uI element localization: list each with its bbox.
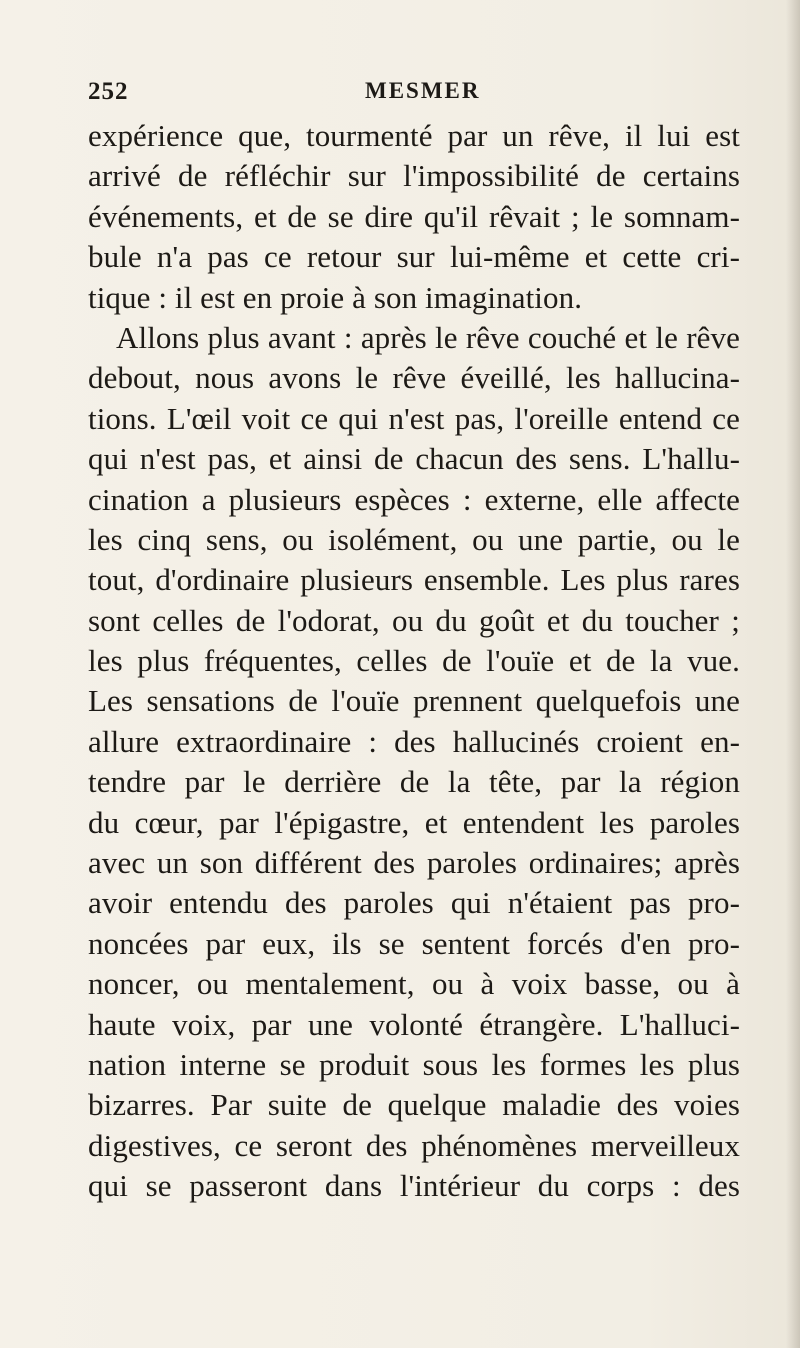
running-title: MESMER [365,78,481,103]
text-line-26: digestives, ce seront des phénomènes merveilleux [88,1127,740,1163]
page-number: 252 [88,78,129,105]
text-line-14: les plus fréquentes, celles de l'ouïe et de la vue. [88,643,740,679]
page-edge-shadow [786,0,800,1348]
text-line-25: bizarres. Par suite de quelque maladie des voies [88,1087,740,1123]
text-line-10: cination a plusieurs espèces : externe, elle affecte [88,481,740,517]
text-line-11: les cinq sens, ou isolément, ou une partie, ou le [88,521,740,557]
text-line-2: arrivé de réfléchir sur l'impossibilité de certains [88,158,740,194]
text-line-1: expérience que, tourmenté par un rêve, il lui est [88,118,740,153]
text-line-24: nation interne se produit sous les formes les plus [88,1046,740,1082]
text-line-22: noncer, ou mentalement, ou à voix basse, ou à [88,966,740,1002]
page-header [88,78,728,118]
text-line-5: tique : il est en proie à son imagination. [88,279,583,315]
text-line-23: haute voix, par une volonté étrangère. L'halluci- [88,1006,740,1042]
text-line-21: noncées par eux, ils se sentent forcés d'en pro- [88,925,740,961]
text-line-7: debout, nous avons le rêve éveillé, les hallucina- [88,360,740,396]
body-text [88,116,740,1207]
text-line-16: allure extraordinaire : des hallucinés croient en- [88,723,740,759]
text-line-27: qui se passeront dans l'intérieur du corps : des [88,1168,740,1204]
text-line-19: avec un son différent des paroles ordinaires; après [88,845,740,881]
text-line-4: bule n'a pas ce retour sur lui-même et cette cri- [88,239,740,275]
text-line-18: du cœur, par l'épigastre, et entendent les paroles [88,804,740,840]
text-line-8: tions. L'œil voit ce qui n'est pas, l'oreille entend ce [88,400,740,436]
text-line-17: tendre par le derrière de la tête, par la région [88,764,740,800]
text-line-15: Les sensations de l'ouïe prennent quelquefois une [88,683,740,719]
text-line-9: qui n'est pas, et ainsi de chacun des sens. L'hallu- [88,441,740,477]
text-line-3: événements, et de se dire qu'il rêvait ; le somnam- [88,198,740,234]
text-line-6: Allons plus avant : après le rêve couché et le rêve [116,319,740,355]
text-line-20: avoir entendu des paroles qui n'étaient pas pro- [88,885,740,921]
text-line-13: sont celles de l'odorat, ou du goût et du toucher ; [88,602,740,638]
text-line-12: tout, d'ordinaire plusieurs ensemble. Les plus rares [88,562,740,598]
